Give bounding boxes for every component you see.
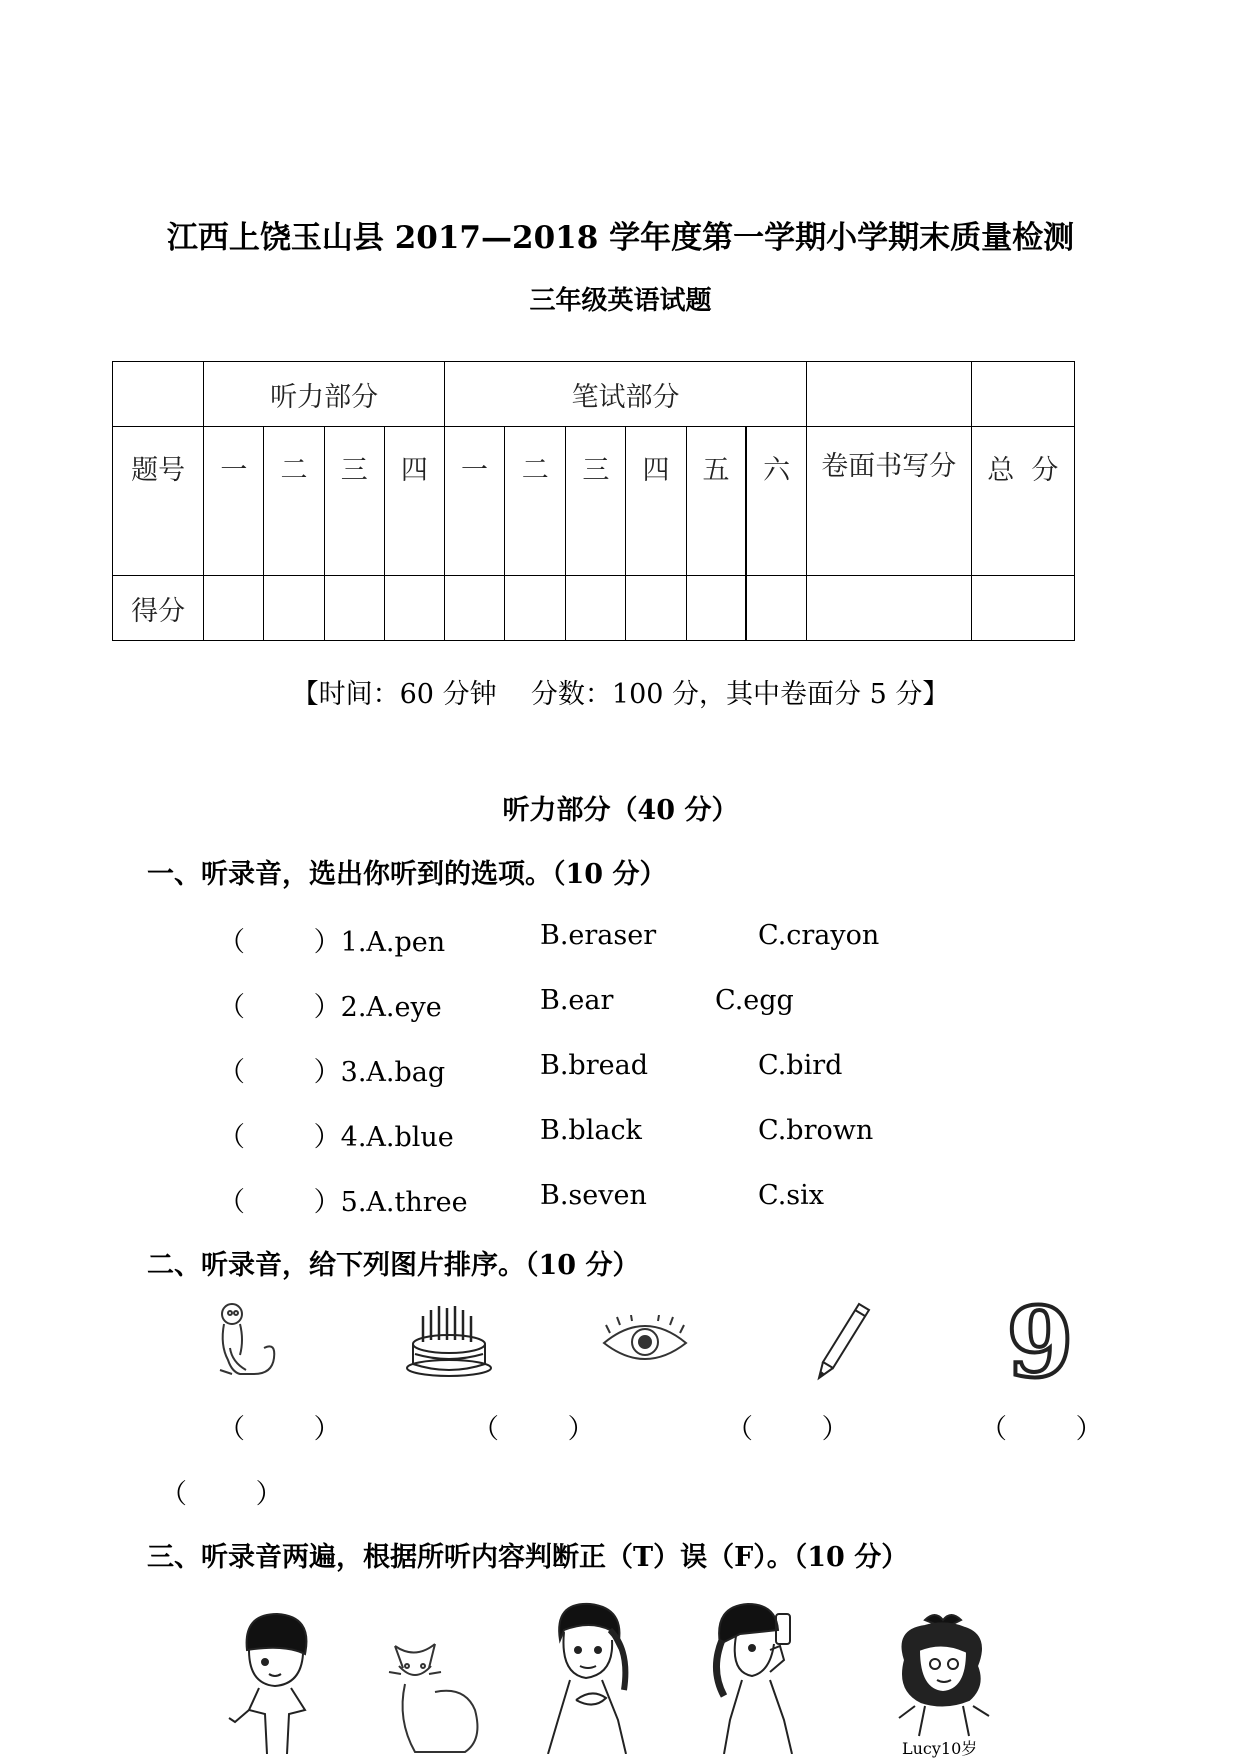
option-b: B.ear [540,985,614,1016]
score-input[interactable] [384,576,444,641]
section-title: 听力部分（40 分） [502,795,739,826]
table-cell: 六 [746,427,806,576]
score-input[interactable] [505,576,566,641]
part3-heading: 三、听录音两遍，根据所听内容判断正（T）误（F）。（10 分） [147,1542,909,1573]
question-2: （ ）2.A.eye [218,992,442,1023]
score-input[interactable] [807,576,972,641]
cake-icon [405,1302,493,1378]
monkey-icon [210,1300,290,1380]
answer-blank[interactable]: （ ） [218,1414,341,1445]
table-cell [113,362,204,427]
option-b: B.black [540,1115,642,1146]
girl-drinking-icon [700,1600,810,1754]
table-header-listening: 听力部分 [204,362,445,427]
eye-icon [600,1315,690,1371]
option-c: C.crayon [758,920,880,951]
option-b: B.seven [540,1180,647,1211]
table-cell: 二 [264,427,324,576]
question-3: （ ）3.A.bag [218,1057,446,1088]
score-input[interactable] [204,576,264,641]
table-row-label: 得分 [113,576,204,641]
table-header-writing: 笔试部分 [444,362,806,427]
girl-lucy-icon [885,1610,995,1740]
option-b: B.eraser [540,920,657,951]
score-input[interactable] [444,576,504,641]
nine-icon [1000,1300,1080,1384]
boy-icon [225,1610,325,1754]
table-cell: 四 [384,427,444,576]
question-5: （ ）5.A.three [218,1187,468,1218]
option-c: C.egg [715,985,794,1016]
score-input[interactable] [264,576,324,641]
score-table [112,361,1075,641]
table-cell: 三 [324,427,384,576]
table-cell: 一 [204,427,264,576]
pencil-icon [815,1300,875,1382]
question-4: （ ）4.A.blue [218,1122,454,1153]
table-row-label: 题号 [113,427,204,576]
question-1: （ ）1.A.pen [218,927,446,958]
svg-text:9: 9 [1006,1300,1074,1384]
table-cell: 三 [566,427,626,576]
option-c: C.bird [758,1050,843,1081]
page-title: 江西上饶玉山县 2017—2018 学年度第一学期小学期末质量检测 [166,220,1075,256]
exam-info: 【时间：60 分钟 分数：100 分，其中卷面分 5 分】 [291,679,950,710]
girl-clapping-icon [530,1600,640,1754]
table-cell: 总 分 [971,427,1074,576]
answer-blank[interactable]: （ ） [726,1414,849,1445]
part1-heading: 一、听录音，选出你听到的选项。（10 分） [147,859,667,890]
cat-icon [385,1640,485,1754]
table-cell: 二 [505,427,566,576]
table-cell [971,362,1074,427]
score-input[interactable] [626,576,686,641]
score-input[interactable] [566,576,626,641]
part2-heading: 二、听录音，给下列图片排序。（10 分） [147,1250,640,1281]
picture-caption: Lucy10岁 [902,1739,978,1758]
option-c: C.brown [758,1115,874,1146]
score-input[interactable] [971,576,1074,641]
table-cell: 五 [686,427,746,576]
score-input[interactable] [746,576,806,641]
answer-blank[interactable]: （ ） [160,1479,283,1510]
table-cell [807,362,972,427]
score-input[interactable] [324,576,384,641]
page-subtitle: 三年级英语试题 [529,286,712,316]
option-c: C.six [758,1180,824,1211]
answer-blank[interactable]: （ ） [472,1414,595,1445]
table-cell: 一 [444,427,504,576]
table-cell: 卷面书写分 [807,427,972,576]
answer-blank[interactable]: （ ） [980,1414,1103,1445]
score-input[interactable] [686,576,746,641]
option-b: B.bread [540,1050,648,1081]
table-cell: 四 [626,427,686,576]
